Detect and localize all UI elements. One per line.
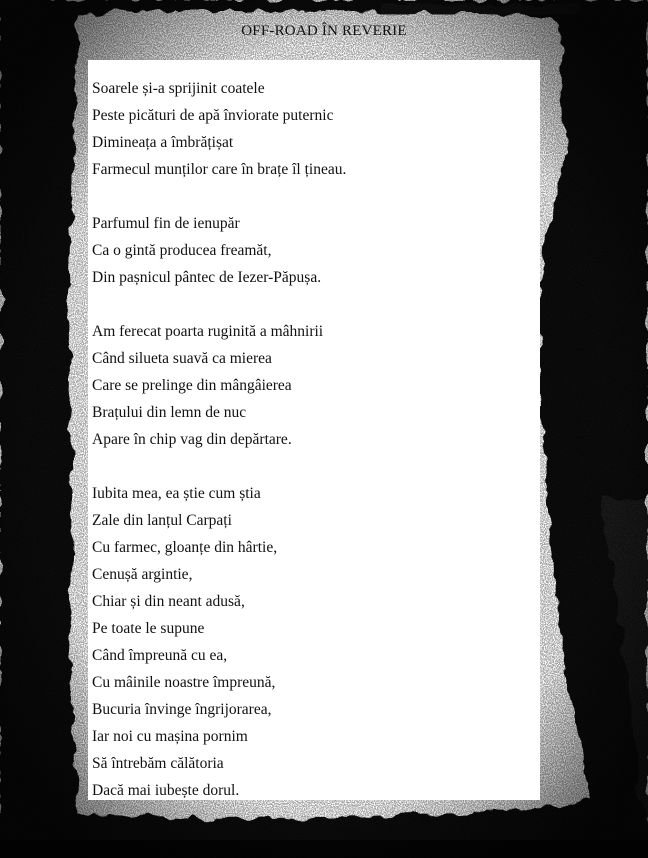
poem-line: Cu mâinile noastre împreună,: [92, 674, 276, 691]
poem-line: Dacă mai iubește dorul.: [92, 782, 240, 799]
poem-line: Să întrebăm călătoria: [92, 755, 224, 772]
poem-line: Soarele și-a sprijinit coatele: [92, 80, 265, 97]
poem-line: Apare în chip vag din depărtare.: [92, 431, 292, 448]
poem-line: Iubita mea, ea știe cum știa: [92, 485, 261, 502]
poem-line: Care se prelinge din mângâierea: [92, 377, 292, 394]
poem-line: Peste picături de apă înviorate puternic: [92, 107, 334, 124]
poem-line: Când silueta suavă ca mierea: [92, 350, 272, 367]
poem-line: Pe toate le supune: [92, 620, 205, 637]
poem-line: Brațului din lemn de nuc: [92, 404, 247, 421]
stanza-1: [92, 75, 552, 183]
stanza-3: [92, 318, 552, 453]
poem-line: Farmecul munților care în brațe îl țineau.: [92, 161, 347, 178]
poem-line: Zale din lanțul Carpați: [92, 512, 232, 529]
poem-line: Cenușă argintie,: [92, 566, 193, 583]
poem-title: OFF-ROAD ÎN REVERIE: [241, 23, 407, 39]
poem-line: Bucuria învinge îngrijorarea,: [92, 701, 272, 718]
poem-line: Când împreună cu ea,: [92, 647, 228, 664]
poem-line: Cu farmec, gloanțe din hârtie,: [92, 539, 278, 556]
poem-line: Ca o gintă producea freamăt,: [92, 242, 272, 259]
poem-line: Dimineața a îmbrățișat: [92, 134, 234, 151]
poem-line: Chiar și din neant adusă,: [92, 593, 245, 610]
poem-line: Parfumul fin de ienupăr: [92, 215, 240, 232]
stanza-4: [92, 480, 552, 804]
poem-line: Din pașnicul pântec de Iezer-Păpușa.: [92, 269, 322, 286]
poem-line: Am ferecat poarta ruginită a mâhnirii: [92, 323, 324, 340]
stanza-2: [92, 210, 552, 291]
poem-line: Iar noi cu mașina pornim: [92, 728, 248, 745]
poem-stanzas: [92, 75, 552, 831]
